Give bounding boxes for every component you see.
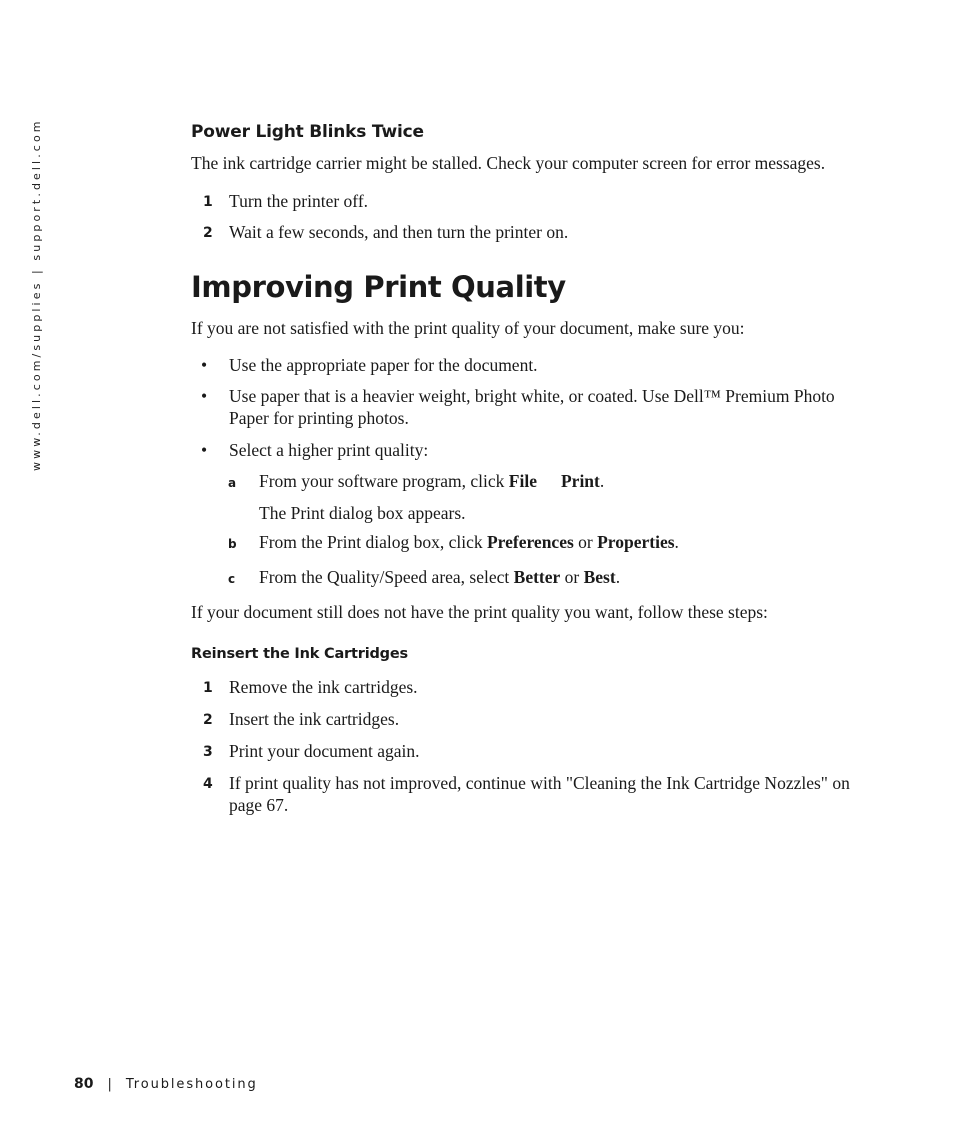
substep-prefix: From the Quality/Speed area, select: [259, 567, 514, 587]
substep-prefix: From the Print dialog box, click: [259, 532, 487, 552]
substep-end: .: [615, 567, 621, 587]
step-text: If print quality has not improved, continue with "Cleaning the Ink Cartridge Nozzles" on page 67.: [229, 773, 850, 815]
quality-followup: If your document still does not have the print quality you want, follow these steps:: [191, 602, 768, 622]
bullet-text: Select a higher print quality:: [229, 440, 429, 460]
or-text: or: [560, 567, 584, 587]
menu-print: Print: [560, 471, 600, 491]
bullet: •: [201, 386, 208, 406]
page-footer: [74, 1076, 258, 1092]
quality-intro: If you are not satisfied with the print quality of your document, make sure you:: [191, 318, 745, 338]
substep-note: The Print dialog box appears.: [259, 503, 466, 523]
power-intro: The ink cartridge carrier might be stalled. Check your computer screen for error messages.: [191, 153, 826, 173]
page-number: 80: [74, 1076, 94, 1092]
step-number: 1: [203, 194, 213, 210]
section-title: Improving Print Quality: [191, 270, 566, 304]
footer-separator: |: [107, 1077, 112, 1092]
preferences-label: Preferences: [486, 532, 574, 552]
bullet-text: Use paper that is a heavier weight, bright white, or coated. Use Dell™ Premium Photo Paper for printing photos.: [229, 386, 835, 428]
footer-section: Troubleshooting: [125, 1077, 258, 1092]
substep-text: [259, 470, 859, 492]
reinsert-heading: Reinsert the Ink Cartridges: [191, 646, 408, 662]
bullet-text: Use the appropriate paper for the document.: [229, 355, 538, 375]
properties-label: Properties: [597, 532, 675, 552]
substep-prefix: From your software program, click: [259, 471, 509, 491]
step-text: Turn the printer off.: [229, 191, 369, 211]
step-number: 1: [203, 680, 213, 696]
substep-end: .: [599, 471, 605, 491]
step-number: 4: [203, 776, 213, 792]
substep-letter: a: [228, 476, 237, 490]
step-number: 3: [203, 744, 213, 760]
substep-letter: b: [228, 537, 237, 551]
best-label: Best: [583, 567, 616, 587]
step-text: Remove the ink cartridges.: [229, 677, 418, 697]
or-text: or: [573, 532, 598, 552]
substep-letter: c: [228, 572, 236, 586]
menu-file: File: [508, 471, 537, 491]
bullet: •: [201, 440, 208, 460]
better-label: Better: [513, 567, 561, 587]
step-number: 2: [203, 225, 213, 241]
step-number: 2: [203, 712, 213, 728]
substep-end: .: [674, 532, 679, 552]
bullet: •: [201, 355, 208, 375]
substep-text: [259, 566, 859, 588]
step-text: Print your document again.: [229, 741, 420, 761]
sidebar-url: www.dell.com/supplies | support.dell.com: [30, 118, 43, 471]
step-text: Insert the ink cartridges.: [229, 709, 400, 729]
power-heading: Power Light Blinks Twice: [191, 122, 424, 142]
substep-text: [259, 531, 859, 553]
step-text: Wait a few seconds, and then turn the printer on.: [229, 222, 569, 242]
